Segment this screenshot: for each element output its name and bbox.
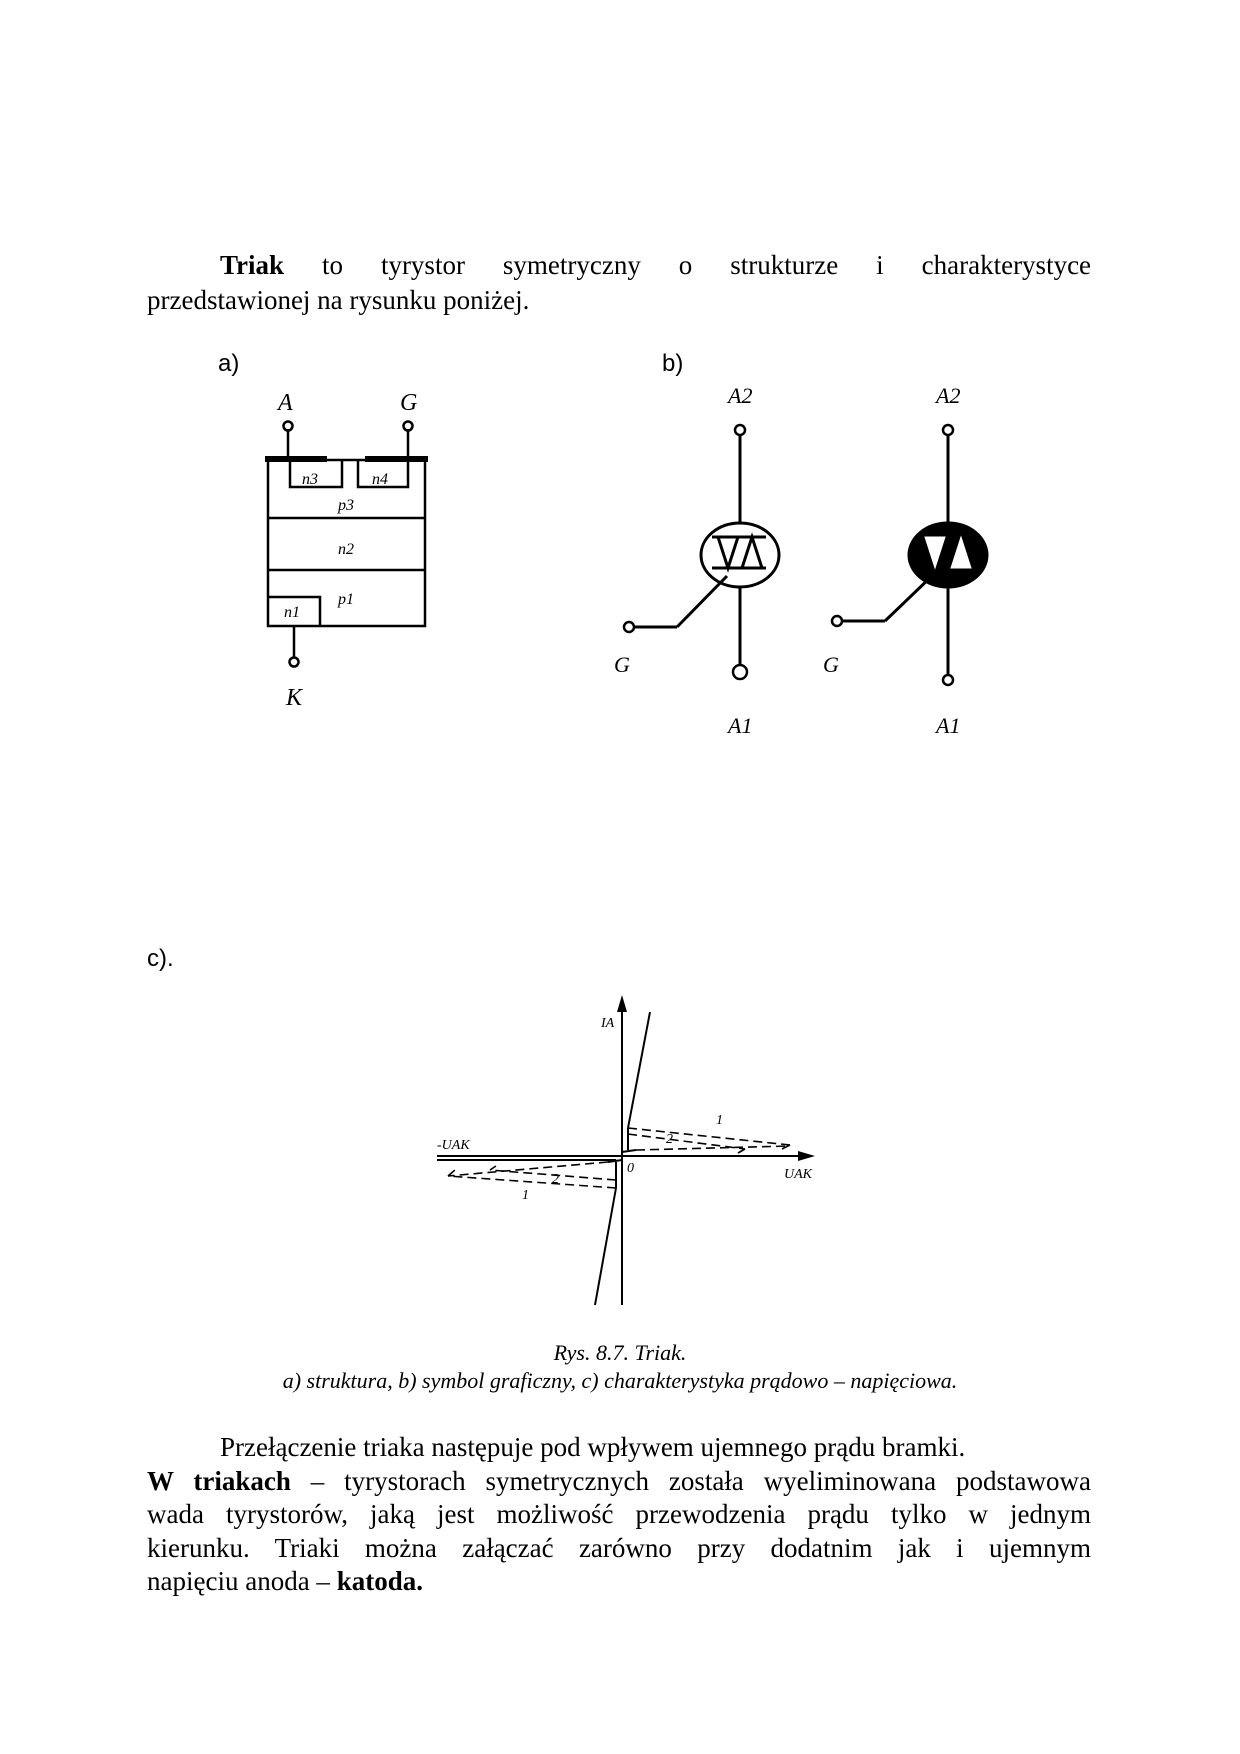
- symbol2-a2: A2: [936, 383, 961, 408]
- figure-label-b: b): [662, 350, 684, 377]
- curve-label-2: 2: [666, 1132, 673, 1147]
- intro-line-2: przedstawionej na rysunku poniżej.: [147, 285, 530, 315]
- intro-word: i: [876, 250, 884, 280]
- curve-label-2-neg: 2: [552, 1172, 559, 1187]
- body-line-5-start: napięciu anoda –: [147, 1566, 330, 1596]
- origin-label: 0: [627, 1161, 634, 1176]
- intro-word: symetryczny: [502, 250, 641, 280]
- intro-word: tyrystor: [380, 250, 465, 280]
- terminal-a: A: [278, 390, 293, 416]
- symbol2-a1: A1: [936, 713, 961, 738]
- curve-label-1-neg: 1: [522, 1188, 529, 1203]
- figure-caption-subtitle: a) struktura, b) symbol graficzny, c) charakterystyka prądowo – napięciowa.: [282, 1368, 958, 1393]
- terminal-g: G: [400, 390, 418, 416]
- intro-word: charakterystyce: [921, 250, 1092, 280]
- body-line-5: [147, 1564, 1091, 1598]
- neg-x-axis-label: -UAK: [437, 1138, 470, 1153]
- region-n3: n3: [302, 471, 318, 488]
- body-line-4: kierunku. Triaki można załączać zarówno przy dodatnim jak i ujemnym: [147, 1533, 1091, 1563]
- symbol1-a2: A2: [728, 383, 753, 408]
- symbol2-g: G: [823, 652, 839, 677]
- body-line-1: Przełączenie triaka następuje pod wpływem ujemnego prądu bramki.: [220, 1432, 966, 1462]
- symbol1-g: G: [614, 652, 630, 677]
- x-axis-label: UAK: [784, 1167, 812, 1182]
- intro-word: strukturze: [730, 250, 839, 280]
- intro-word: o: [678, 250, 693, 280]
- figure-label-a: a): [218, 350, 240, 377]
- body-line-2-rest: – tyrystorach symetrycznych została wyeliminowana podstawowa: [310, 1466, 1091, 1496]
- figure-caption-title: Rys. 8.7. Triak.: [553, 1340, 687, 1365]
- region-n2: n2: [338, 541, 354, 558]
- body-term-triakach: W triakach: [147, 1466, 291, 1496]
- curve-label-1: 1: [716, 1113, 723, 1128]
- body-line-3: wada tyrystorów, jaką jest możliwość przewodzenia prądu tylko w jednym: [147, 1499, 1091, 1529]
- intro-term: Triak: [220, 250, 285, 280]
- intro-word: to: [321, 250, 343, 280]
- body-term-katoda: katoda.: [336, 1566, 423, 1596]
- y-axis-label: IA: [601, 1016, 615, 1031]
- region-n4: n4: [372, 471, 388, 488]
- terminal-k: K: [286, 685, 303, 711]
- symbol1-a1: A1: [728, 713, 753, 738]
- region-p1: p1: [338, 591, 354, 608]
- figure-label-c: c).: [147, 945, 174, 972]
- region-n1: n1: [284, 604, 300, 621]
- region-p3: p3: [338, 497, 354, 514]
- body-line-2: [147, 1464, 1091, 1498]
